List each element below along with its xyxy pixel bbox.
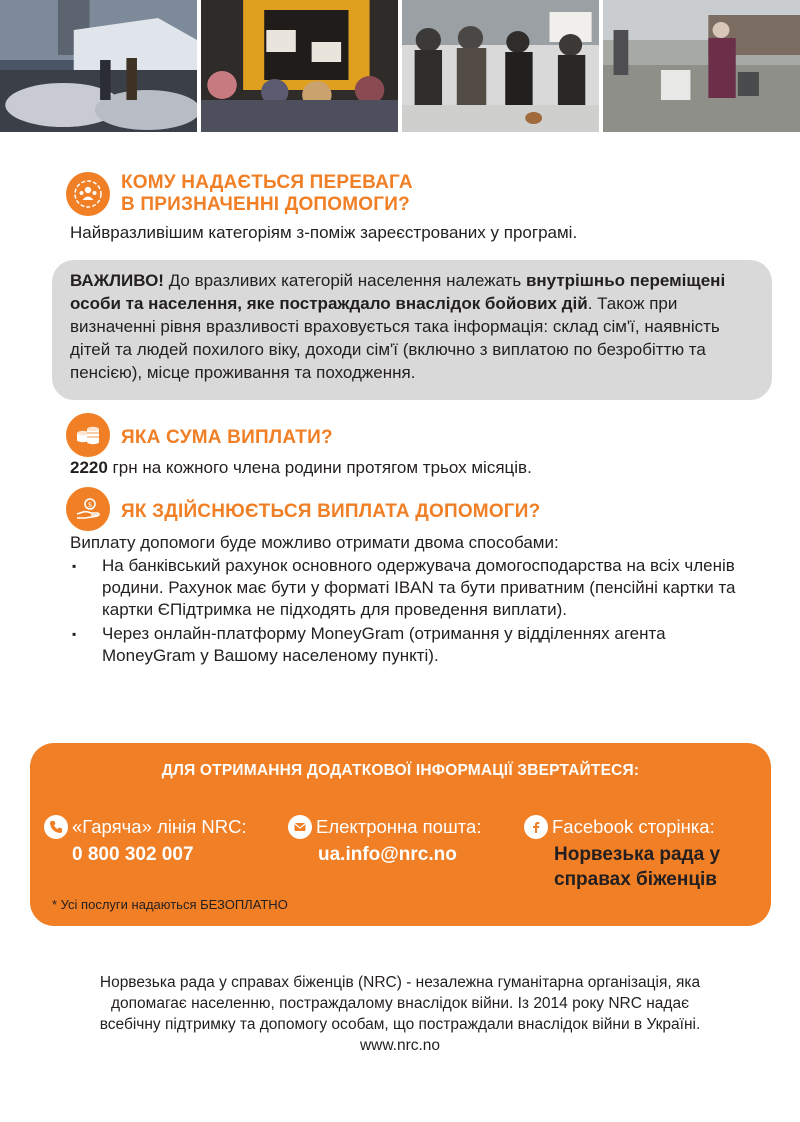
important-label: ВАЖЛИВО! — [70, 271, 164, 290]
amount-description: грн на кожного члена родини протягом трьох місяців. — [107, 458, 532, 477]
email-block — [288, 815, 481, 867]
important-notice — [52, 260, 772, 400]
hotline-block — [44, 815, 247, 867]
footer-line: всебічну підтримку та допомогу особам, що постраждали внаслідок війни в Україні. — [99, 1016, 701, 1033]
amount-text — [70, 457, 532, 479]
people-group-icon — [66, 172, 110, 216]
facebook-icon — [524, 815, 548, 839]
footer-line: допомагає населенню, постраждалому внаслідок війни. Із 2014 року NRC надає — [111, 995, 689, 1012]
list-item: ▪ На банківський рахунок основного одержувача домогосподарства на всіх членів родини. Рахунок має бути у форматі IBAN та бути приватним (пенсійні картки та картки ЄПідтримка не підходять для проведення виплати). — [70, 555, 760, 621]
important-bold-1: внутрішньо переміщені особи та населення, яке постраждало внаслідок бойових дій — [70, 271, 726, 313]
hotline-number[interactable]: 0 800 302 007 — [72, 844, 194, 865]
hotline-label: «Гаряча» лінія NRC: — [72, 816, 247, 837]
free-services-note: * Усі послуги надаються БЕЗОПЛАТНО — [52, 897, 288, 912]
hand-money-icon — [66, 487, 110, 531]
phone-icon — [44, 815, 68, 839]
payment-title: ЯК ЗДІЙСНЮЄТЬСЯ ВИПЛАТА ДОПОМОГИ? — [121, 501, 541, 522]
payment-intro: Виплату допомоги буде можливо отримати двома способами: — [70, 533, 559, 552]
amount-value: 2220 — [70, 458, 108, 477]
contact-heading: ДЛЯ ОТРИМАННЯ ДОДАТКОВОЇ ІНФОРМАЦІЇ ЗВЕРТАЙТЕСЯ: — [161, 762, 640, 779]
payment-methods-list — [70, 555, 760, 669]
coins-stack-icon — [66, 413, 110, 457]
photo-distribution-site — [0, 0, 197, 132]
facebook-block — [524, 815, 720, 892]
contact-panel — [30, 743, 771, 926]
envelope-icon — [288, 815, 312, 839]
amount-title: ЯКА СУМА ВИПЛАТИ? — [121, 427, 333, 448]
priority-title: КОМУ НАДАЄТЬСЯ ПЕРЕВАГА В ПРИЗНАЧЕННІ ДОПОМОГИ? — [121, 172, 413, 215]
priority-text: Найвразливішим категоріям з-поміж зареєстрованих у програмі. — [70, 223, 578, 242]
email-label: Електронна пошта: — [316, 816, 482, 837]
photo-crowd-winter — [402, 0, 599, 132]
website-link[interactable]: www.nrc.no — [359, 1037, 441, 1054]
facebook-page-link[interactable]: Норвезька рада у справах біженців — [554, 844, 721, 890]
footer-line: Норвезька рада у справах біженців (NRC) - незалежна гуманітарна організація, яка — [99, 974, 701, 991]
footer-about — [40, 972, 760, 1056]
photo-strip — [0, 0, 800, 132]
email-address[interactable]: ua.info@nrc.no — [318, 844, 457, 865]
important-text-1: До вразливих категорій населення належать — [163, 271, 526, 290]
facebook-label: Facebook сторінка: — [552, 816, 715, 837]
photo-van-boxes — [201, 0, 398, 132]
svg-text:$: $ — [87, 501, 93, 509]
photo-elderly-woman-cart — [603, 0, 800, 132]
important-text-2: . Також при визначенні рівня вразливості враховується така інформація: склад сім'ї, наявність дітей та людей похилого віку, доходи сім'ї (включно з виплатою по безробіттю та пенсією), місце проживання та походження. — [70, 294, 720, 382]
list-item: ▪ Через онлайн-платформу MoneyGram (отримання у відділеннях агента MoneyGram у Вашому населеному пункті). — [70, 623, 760, 667]
